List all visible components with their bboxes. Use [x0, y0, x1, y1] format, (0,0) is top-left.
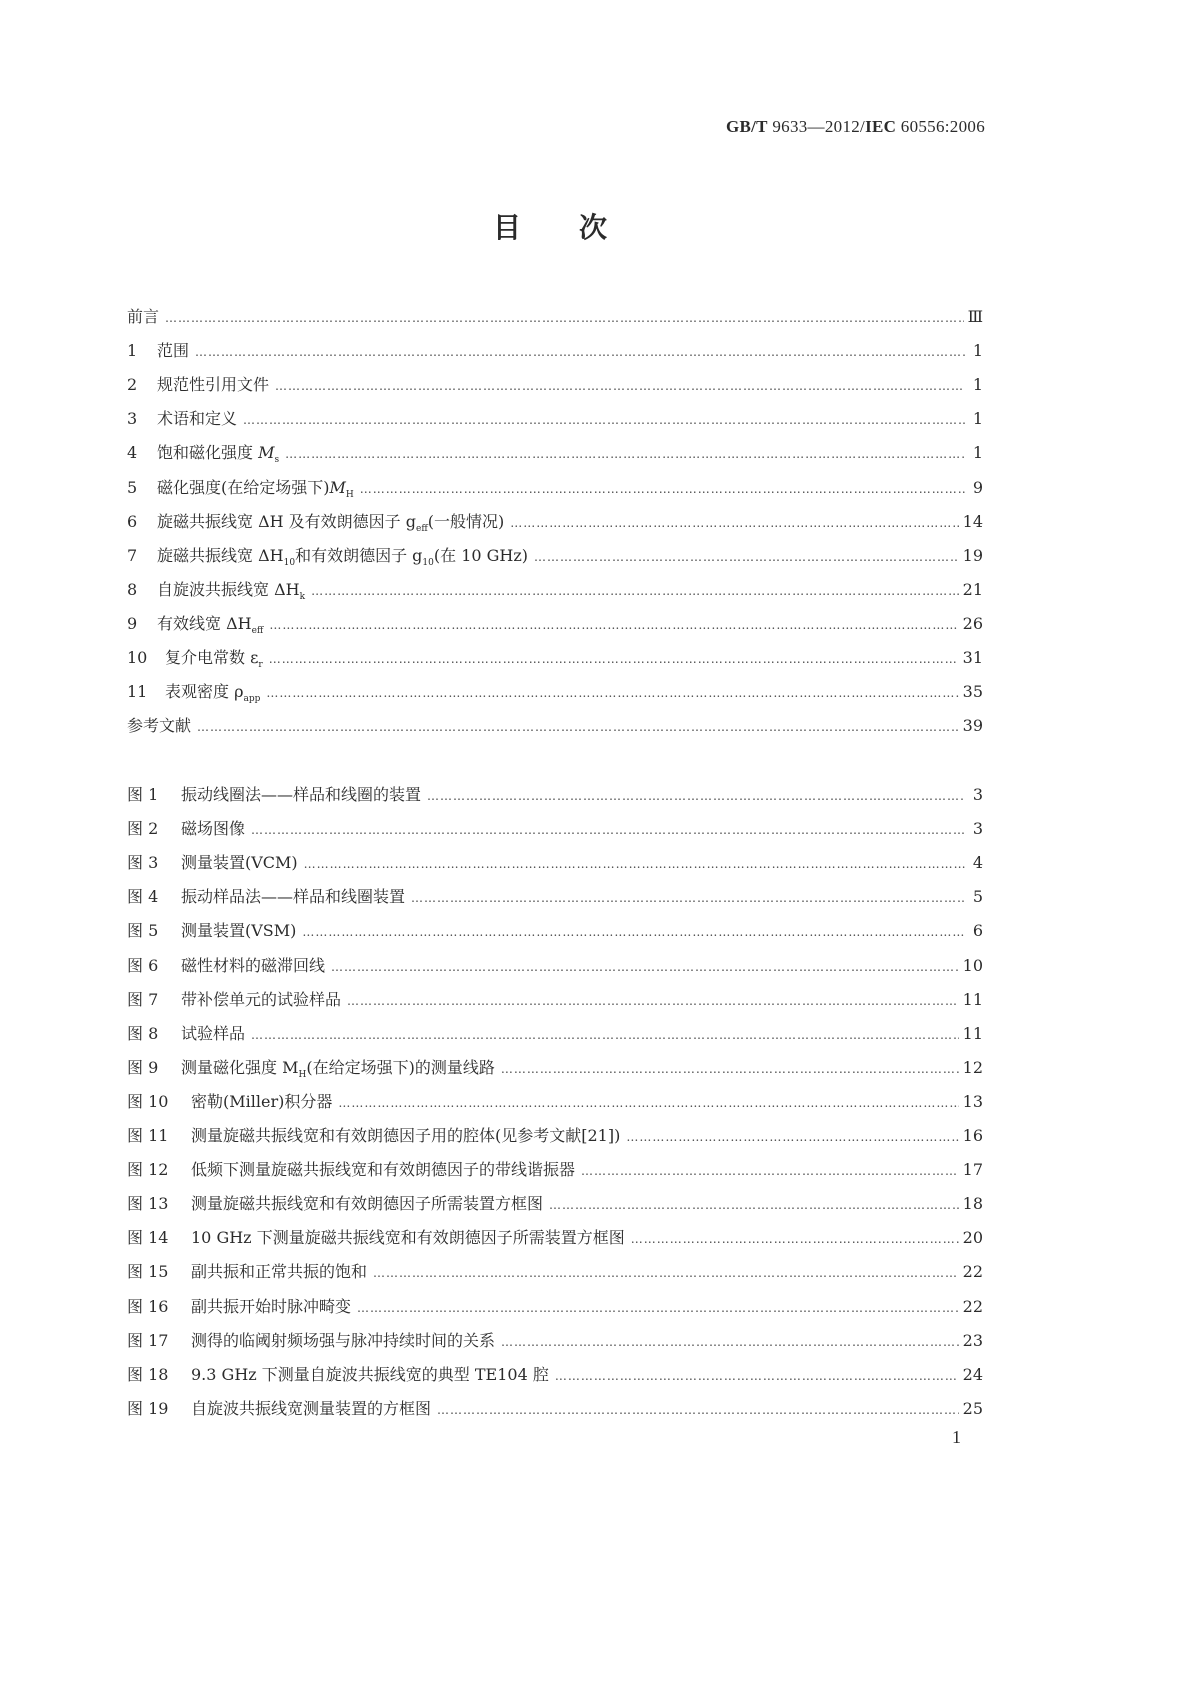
entry-number: 图 12 — [127, 1160, 169, 1180]
entry-title — [127, 714, 191, 738]
entry-title — [191, 1090, 332, 1114]
entry-title-text: 振动线圈法——样品和线圈的装置 — [181, 785, 422, 804]
entry-title — [191, 1192, 543, 1216]
subscript: 10 — [283, 557, 296, 568]
entry-title-text: 旋磁共振线宽 ΔH — [157, 545, 284, 565]
entry-page-number: 21 — [962, 579, 983, 599]
math-symbol: M — [258, 443, 275, 463]
entry-title-text: 饱和磁化强度 — [157, 443, 259, 463]
entry-page-number: 4 — [972, 853, 983, 873]
leader-dots — [373, 1261, 959, 1285]
entry-title-text: 9.3 GHz 下测量自旋波共振线宽的典型 TE104 腔 — [191, 1364, 549, 1384]
figure-entry[interactable] — [127, 1124, 983, 1148]
figure-entry[interactable] — [127, 1363, 983, 1387]
figure-entry[interactable] — [127, 1056, 983, 1080]
entry-title-text: 自旋波共振线宽测量装置的方框图 — [191, 1398, 432, 1418]
entry-title — [157, 407, 237, 431]
subscript: H — [345, 489, 354, 500]
entry-page-number: 6 — [972, 921, 983, 941]
leader-dots — [243, 408, 965, 432]
entry-page-number: 20 — [962, 1228, 983, 1248]
entry-title — [191, 1397, 431, 1421]
entry-page-number: 1 — [972, 341, 983, 361]
entry-title — [191, 1260, 367, 1284]
leader-dots — [549, 1193, 959, 1217]
entry-page-number: 31 — [962, 648, 983, 667]
standard-code: GB/T 9633—2012/IEC 60556:2006 — [725, 117, 985, 136]
entry-page-number: 14 — [962, 511, 983, 531]
math-symbol: M — [329, 477, 346, 497]
toc-entry[interactable] — [127, 714, 983, 738]
figure-entry[interactable] — [127, 1226, 983, 1250]
entry-page-number: 39 — [962, 716, 983, 736]
leader-dots — [626, 1125, 958, 1149]
entry-number: 2 — [127, 375, 138, 395]
entry-number: 9 — [127, 613, 138, 633]
subscript: app — [243, 694, 261, 705]
figure-entry[interactable] — [127, 1260, 983, 1284]
entry-page-number: 13 — [962, 1091, 983, 1111]
entry-title-text: 测量旋磁共振线宽和有效朗德因子所需装置方框图 — [191, 1194, 544, 1214]
entry-title — [181, 1022, 245, 1046]
entry-number: 3 — [127, 409, 138, 429]
leader-dots — [269, 613, 958, 637]
leader-dots — [302, 920, 965, 944]
entry-title — [181, 1056, 495, 1087]
entry-title — [157, 510, 504, 541]
leader-dots — [266, 681, 958, 705]
toc-entry[interactable] — [127, 680, 983, 704]
toc-entry[interactable] — [127, 407, 983, 431]
entry-title-text: 10 GHz 下测量旋磁共振线宽和有效朗德因子所需装置方框图 — [191, 1228, 625, 1248]
entry-title — [181, 783, 421, 807]
toc-entry[interactable] — [127, 578, 983, 602]
entry-title-text: 前言 — [127, 307, 160, 326]
entry-title — [157, 544, 528, 575]
entry-number: 图 4 — [127, 887, 159, 907]
leader-dots — [555, 1364, 959, 1388]
entry-title-text: (一般情况) — [427, 511, 505, 531]
entry-title-text: 测量磁化强度 M — [181, 1057, 299, 1077]
figure-entry[interactable] — [127, 851, 983, 875]
leader-dots — [251, 818, 965, 842]
entry-title-text: 磁场图像 — [181, 819, 246, 839]
leader-dots — [501, 1330, 959, 1354]
entry-title-text: 测量装置(VCM) — [181, 853, 298, 873]
entry-title — [181, 851, 298, 875]
entry-title — [181, 919, 296, 943]
entry-page-number: 12 — [962, 1057, 983, 1077]
entry-title — [181, 988, 341, 1012]
subscript: s — [274, 455, 280, 466]
leader-dots — [437, 1398, 959, 1422]
entry-title-text: 范围 — [157, 341, 190, 361]
subscript: eff — [416, 523, 428, 534]
entry-title-text: 低频下测量旋磁共振线宽和有效朗德因子的带线谐振器 — [191, 1160, 576, 1180]
leader-dots — [304, 852, 965, 876]
entry-number: 图 13 — [127, 1194, 169, 1214]
leader-dots — [534, 545, 959, 569]
entry-page-number: 16 — [962, 1126, 983, 1145]
figure-entry[interactable] — [127, 1295, 983, 1319]
entry-number: 10 — [127, 648, 148, 667]
leader-dots — [331, 955, 959, 979]
subscript: r — [258, 660, 263, 671]
entry-number: 图 7 — [127, 989, 159, 1009]
entry-title-text: 副共振开始时脉冲畸变 — [191, 1296, 352, 1316]
toc-entry[interactable] — [127, 544, 983, 568]
figure-entry[interactable] — [127, 1158, 983, 1182]
leader-dots — [285, 442, 965, 466]
entry-title — [157, 339, 189, 363]
entry-title-text: 测得的临阈射频场强与脉冲持续时间的关系 — [191, 1330, 496, 1350]
figure-entry[interactable] — [127, 919, 983, 943]
page-title: 目 次 — [492, 211, 608, 244]
entry-page-number: 11 — [962, 1023, 983, 1043]
figure-entry[interactable] — [127, 1090, 983, 1114]
entry-title-text: 副共振和正常共振的饱和 — [191, 1262, 368, 1282]
subscript: eff — [251, 626, 264, 637]
leader-dots — [251, 1023, 959, 1047]
figure-entry[interactable] — [127, 1329, 983, 1353]
toc-entry[interactable] — [127, 373, 983, 397]
entry-title — [127, 305, 159, 329]
toc-entry[interactable] — [127, 339, 983, 363]
leader-dots — [311, 579, 959, 603]
entry-title-text: 密勒(Miller)积分器 — [191, 1091, 333, 1111]
entry-page-number: 3 — [972, 819, 983, 839]
toc-entry[interactable] — [127, 612, 983, 636]
entry-title — [181, 954, 325, 978]
entry-title — [191, 1329, 495, 1353]
leader-dots — [411, 886, 965, 910]
subscript: k — [299, 591, 306, 602]
entry-page-number: 1 — [972, 409, 983, 429]
entry-page-number: 24 — [962, 1364, 983, 1384]
entry-page-number: 35 — [962, 682, 983, 702]
entry-title-text: 试验样品 — [181, 1023, 246, 1043]
entry-title-text: 磁性材料的磁滞回线 — [181, 955, 326, 975]
entry-number: 图 19 — [127, 1398, 169, 1418]
entry-number: 图 8 — [127, 1023, 159, 1043]
entry-number: 图 6 — [127, 955, 159, 975]
entry-title-text: 和有效朗德因子 g — [295, 545, 423, 565]
entry-page-number: Ⅲ — [967, 307, 983, 326]
entry-page-number: 10 — [962, 955, 983, 975]
entry-title-text: 自旋波共振线宽 ΔH — [157, 579, 300, 599]
entry-title — [191, 1124, 620, 1148]
entry-page-number: 22 — [962, 1296, 983, 1316]
entry-title — [165, 646, 263, 677]
entry-title-text: 振动样品法——样品和线圈装置 — [181, 887, 406, 907]
entry-page-number: 3 — [972, 785, 983, 804]
leader-dots — [357, 1296, 959, 1320]
toc-entry[interactable] — [127, 305, 983, 329]
entry-title — [157, 476, 354, 507]
entry-title — [165, 680, 260, 711]
entry-title — [181, 885, 405, 909]
leader-dots — [510, 511, 958, 535]
leader-dots — [427, 784, 965, 808]
entry-title — [181, 817, 245, 841]
entry-title — [157, 441, 279, 472]
entry-number: 图 14 — [127, 1228, 169, 1248]
entry-number: 5 — [127, 477, 138, 497]
entry-number: 8 — [127, 579, 138, 599]
entry-title-text: 规范性引用文件 — [157, 375, 270, 395]
figure-entry[interactable] — [127, 1397, 983, 1421]
entry-title — [157, 578, 305, 609]
entry-title — [191, 1295, 351, 1319]
entry-title-text: 参考文献 — [127, 716, 192, 736]
leader-dots — [197, 715, 959, 739]
leader-dots — [195, 340, 965, 364]
entry-title-text: (在给定场强下)的测量线路 — [306, 1057, 495, 1077]
leader-dots — [360, 477, 965, 501]
entry-number: 4 — [127, 443, 138, 463]
entry-page-number: 19 — [962, 545, 983, 565]
figure-entry[interactable] — [127, 1022, 983, 1046]
entry-page-number: 17 — [962, 1160, 983, 1180]
entry-number: 1 — [127, 341, 138, 361]
leader-dots — [338, 1091, 958, 1115]
toc-entry[interactable] — [127, 510, 983, 534]
entry-title-text: 术语和定义 — [157, 409, 238, 429]
entry-number: 图 5 — [127, 921, 159, 941]
entry-number: 图 9 — [127, 1057, 159, 1077]
entry-title — [157, 612, 263, 643]
entry-number: 图 16 — [127, 1296, 169, 1316]
figure-entry[interactable] — [127, 783, 983, 807]
entry-page-number: 22 — [962, 1262, 983, 1282]
figure-entry[interactable] — [127, 885, 983, 909]
entry-number: 7 — [127, 545, 138, 565]
entry-title-text: (在 10 GHz) — [433, 545, 529, 565]
leader-dots — [165, 306, 964, 330]
entry-title-text: 旋磁共振线宽 ΔH 及有效朗德因子 g — [157, 511, 417, 531]
leader-dots — [347, 989, 959, 1013]
figure-entry[interactable] — [127, 1192, 983, 1216]
entry-number: 图 15 — [127, 1262, 169, 1282]
entry-page-number: 26 — [962, 613, 983, 633]
entry-title — [191, 1363, 549, 1387]
figure-entry[interactable] — [127, 954, 983, 978]
entry-title-text: 磁化强度(在给定场强下) — [157, 477, 330, 497]
entry-page-number: 1 — [972, 375, 983, 395]
entry-title — [157, 373, 269, 397]
figure-entry[interactable] — [127, 817, 983, 841]
entry-page-number: 23 — [962, 1330, 983, 1350]
entry-page-number: 11 — [962, 989, 983, 1009]
entry-page-number: 18 — [962, 1194, 983, 1214]
entry-number: 图 10 — [127, 1091, 169, 1111]
entry-number: 图 3 — [127, 853, 159, 873]
entry-title — [191, 1226, 625, 1250]
entry-page-number: 5 — [972, 887, 983, 907]
leader-dots — [581, 1159, 959, 1183]
entry-title-text: 复介电常数 ε — [165, 648, 259, 667]
entry-number: 图 1 — [127, 785, 159, 804]
toc-entry[interactable] — [127, 441, 983, 465]
entry-page-number: 1 — [972, 443, 983, 463]
leader-dots — [269, 647, 959, 671]
entry-title-text: 带补偿单元的试验样品 — [181, 989, 342, 1009]
entry-title — [191, 1158, 575, 1182]
entry-title-text: 有效线宽 ΔH — [157, 613, 252, 633]
entry-page-number: 25 — [962, 1398, 983, 1418]
entry-number: 图 17 — [127, 1330, 169, 1350]
entry-number: 6 — [127, 511, 138, 531]
entry-number: 11 — [127, 682, 148, 702]
subscript: 10 — [422, 557, 434, 568]
figure-entry[interactable] — [127, 988, 983, 1012]
leader-dots — [631, 1227, 959, 1251]
entry-page-number: 9 — [972, 477, 983, 497]
page-number: 1 — [952, 1427, 961, 1447]
entry-number: 图 18 — [127, 1364, 169, 1384]
toc-entry[interactable] — [127, 646, 983, 670]
subscript: H — [298, 1069, 307, 1080]
entry-title-text: 测量旋磁共振线宽和有效朗德因子用的腔体(见参考文献[21]) — [191, 1126, 621, 1145]
entry-number: 图 2 — [127, 819, 159, 839]
leader-dots — [501, 1057, 959, 1081]
leader-dots — [275, 374, 965, 398]
toc-entry[interactable] — [127, 476, 983, 500]
entry-title-text: 表观密度 ρ — [165, 682, 244, 702]
entry-title-text: 测量装置(VSM) — [181, 921, 297, 941]
entry-number: 图 11 — [127, 1126, 169, 1145]
